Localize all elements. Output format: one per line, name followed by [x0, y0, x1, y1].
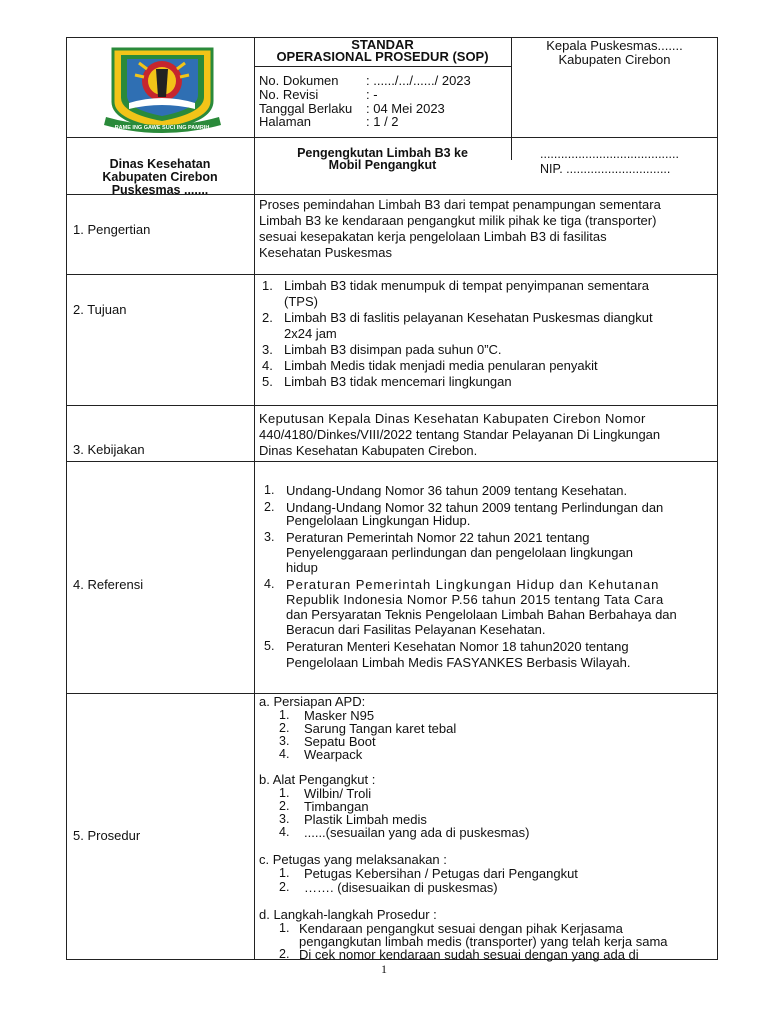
referensi-1-line-1: Undang-Undang Nomor 36 tahun 2009 tentang Kesehatan.: [286, 483, 628, 498]
referensi-label: 4. Referensi: [73, 577, 144, 592]
nip: NIP. ..............................: [540, 162, 671, 176]
row-sep-2: [66, 405, 718, 406]
apd-item-3: Sepatu Boot: [304, 734, 376, 749]
referensi-4-line-1: Peraturan Pemerintah Lingkungan Hidup dan Kehutanan: [286, 577, 660, 592]
no-revisi-value: : -: [366, 87, 378, 102]
referensi-num-5: 5.: [264, 639, 275, 653]
org-line-2: Kabupaten Cirebon: [102, 170, 218, 184]
petugas-item-2: ……. (disesuaikan di puskesmas): [304, 880, 498, 895]
prosedur-a-title: a. Persiapan APD:: [259, 694, 366, 709]
sop-document: [66, 37, 718, 960]
org-line-3: Puskesmas .......: [111, 183, 209, 197]
langkah-num-1: 1.: [279, 921, 290, 935]
kebijakan-label: 3. Kebijakan: [73, 442, 145, 457]
doc-title-2: Mobil Pengangkut: [328, 158, 437, 172]
no-dokumen-label: No. Dokumen: [259, 73, 339, 88]
petugas-item-1: Petugas Kebersihan / Petugas dari Pengangkut: [304, 866, 578, 881]
alat-item-4: ......(sesuailan yang ada di puskesmas): [304, 825, 530, 840]
page-number: 1: [381, 962, 387, 976]
referensi-4-line-3: dan Persyaratan Teknis Pengelolaan Limbah Bahan Berbahaya dan: [286, 607, 677, 622]
referensi-num-2: 2.: [264, 500, 275, 514]
referensi-2-line-1: Undang-Undang Nomor 32 tahun 2009 tentang Perlindungan dan: [286, 500, 664, 515]
apd-num-3: 3.: [279, 734, 290, 748]
logo-motto: RAME ING GAWE SUCI ING PAMRIH: [114, 125, 210, 131]
tujuan-num-1: 1.: [262, 278, 273, 293]
tujuan-1-line-1: Limbah B3 tidak menumpuk di tempat penyimpanan sementara: [284, 278, 649, 293]
prosedur-b-title: b. Alat Pengangkut :: [259, 772, 376, 787]
tanggal-value: : 04 Mei 2023: [366, 101, 445, 116]
langkah-num-2: 2.: [279, 947, 290, 961]
kebijakan-line-3: Dinas Kesehatan Kabupaten Cirebon.: [259, 443, 478, 458]
no-dokumen-value: : ....../.../....../ 2023: [366, 73, 471, 88]
signature-line: ........................................: [540, 147, 679, 161]
row-sep-4: [66, 693, 718, 694]
apd-item-2: Sarung Tangan karet tebal: [304, 721, 457, 736]
referensi-num-4: 4.: [264, 577, 275, 591]
tujuan-num-2: 2.: [262, 310, 273, 325]
langkah-1-line-2: pengangkutan limbah medis (transporter) yang telah kerja sama: [299, 934, 668, 949]
kepala-puskesmas: Kepala Puskesmas.......: [546, 38, 683, 53]
apd-item-4: Wearpack: [304, 747, 363, 762]
petugas-num-2: 2.: [279, 880, 290, 894]
apd-num-4: 4.: [279, 747, 290, 761]
border-right: [717, 37, 718, 960]
tanggal-label: Tanggal Berlaku: [259, 101, 353, 116]
referensi-5-line-1: Peraturan Menteri Kesehatan Nomor 18 tahun2020 tentang: [286, 639, 629, 654]
tujuan-2-line-2: 2x24 jam: [284, 326, 337, 341]
apd-num-2: 2.: [279, 721, 290, 735]
pengertian-line-1: Proses pemindahan Limbah B3 dari tempat penampungan sementara: [259, 197, 661, 212]
alat-item-2: Timbangan: [304, 799, 369, 814]
alat-item-3: Plastik Limbah medis: [304, 812, 427, 827]
referensi-3-line-2: Penyelenggaraan perlindungan dan pengelolaan lingkungan: [286, 545, 633, 560]
alat-num-1: 1.: [279, 786, 290, 800]
col-divider-left: [254, 37, 255, 960]
row-sep-3: [66, 461, 718, 462]
tujuan-2-line-1: Limbah B3 di faslitis pelayanan Kesehatan Puskesmas diangkut: [284, 310, 653, 325]
referensi-2-line-2: Pengelolaan Lingkungan Hidup.: [286, 513, 471, 528]
referensi-4-line-4: Beracun dari Fasilitas Pelayanan Kesehatan.: [286, 622, 546, 637]
cirebon-logo: [99, 39, 226, 137]
tujuan-num-4: 4.: [262, 358, 273, 373]
alat-num-2: 2.: [279, 799, 290, 813]
header-sep-2: [66, 137, 718, 138]
alat-item-1: Wilbin/ Troli: [304, 786, 372, 801]
tujuan-num-3: 3.: [262, 342, 273, 357]
header-sep-1: [254, 66, 511, 67]
apd-num-1: 1.: [279, 708, 290, 722]
pengertian-line-3: sesuai kesepakatan kerja pengelolaan Limbah B3 di fasilitas: [259, 229, 607, 244]
no-revisi-label: No. Revisi: [259, 87, 319, 102]
referensi-3-line-1: Peraturan Pemerintah Nomor 22 tahun 2021 tentang: [286, 530, 590, 545]
row-sep-1: [66, 274, 718, 275]
tujuan-4-line-1: Limbah Medis tidak menjadi media penularan penyakit: [284, 358, 598, 373]
pengertian-label: 1. Pengertian: [73, 222, 151, 237]
referensi-num-3: 3.: [264, 530, 275, 544]
prosedur-label: 5. Prosedur: [73, 828, 141, 843]
kebijakan-line-1: Keputusan Kepala Dinas Kesehatan Kabupaten Cirebon Nomor: [259, 411, 646, 426]
kabupaten: Kabupaten Cirebon: [558, 52, 671, 67]
petugas-num-1: 1.: [279, 866, 290, 880]
tujuan-5-line-1: Limbah B3 tidak mencemari lingkungan: [284, 374, 512, 389]
langkah-2-line-1: Di cek nomor kendaraan sudah sesuai dengan yang ada di: [299, 947, 639, 962]
halaman-label: Halaman: [259, 114, 312, 129]
doc-title-1: Pengengkutan Limbah B3 ke: [297, 146, 468, 160]
referensi-4-line-2: Republik Indonesia Nomor P.56 tahun 2015 tentang Tata Cara: [286, 592, 664, 607]
org-line-1: Dinas Kesehatan: [109, 157, 211, 171]
sop-title-2: OPERASIONAL PROSEDUR (SOP): [276, 49, 489, 64]
prosedur-c-title: c. Petugas yang melaksanakan :: [259, 852, 447, 867]
referensi-num-1: 1.: [264, 483, 275, 497]
tujuan-num-5: 5.: [262, 374, 273, 389]
sop-title-1: STANDAR: [351, 37, 414, 52]
pengertian-line-4: Kesehatan Puskesmas: [259, 245, 392, 260]
referensi-3-line-3: hidup: [286, 560, 318, 575]
prosedur-d-title: d. Langkah-langkah Prosedur :: [259, 907, 437, 922]
halaman-value: : 1 / 2: [366, 114, 399, 129]
tujuan-3-line-1: Limbah B3 disimpan pada suhun 0”C.: [284, 342, 502, 357]
langkah-1-line-1: Kendaraan pengangkut sesuai dengan pihak Kerjasama: [299, 921, 623, 936]
pengertian-line-2: Limbah B3 ke kendaraan pengangkut milik pihak ke tiga (transporter): [259, 213, 657, 228]
tujuan-label: 2. Tujuan: [73, 302, 127, 317]
referensi-5-line-2: Pengelolaan Limbah Medis FASYANKES Berbasis Wilayah.: [286, 655, 631, 670]
kebijakan-line-2: 440/4180/Dinkes/VIII/2022 tentang Standar Pelayanan Di Lingkungan: [259, 427, 661, 442]
alat-num-4: 4.: [279, 825, 290, 839]
apd-item-1: Masker N95: [304, 708, 375, 723]
alat-num-3: 3.: [279, 812, 290, 826]
tujuan-1-line-2: (TPS): [284, 294, 318, 309]
